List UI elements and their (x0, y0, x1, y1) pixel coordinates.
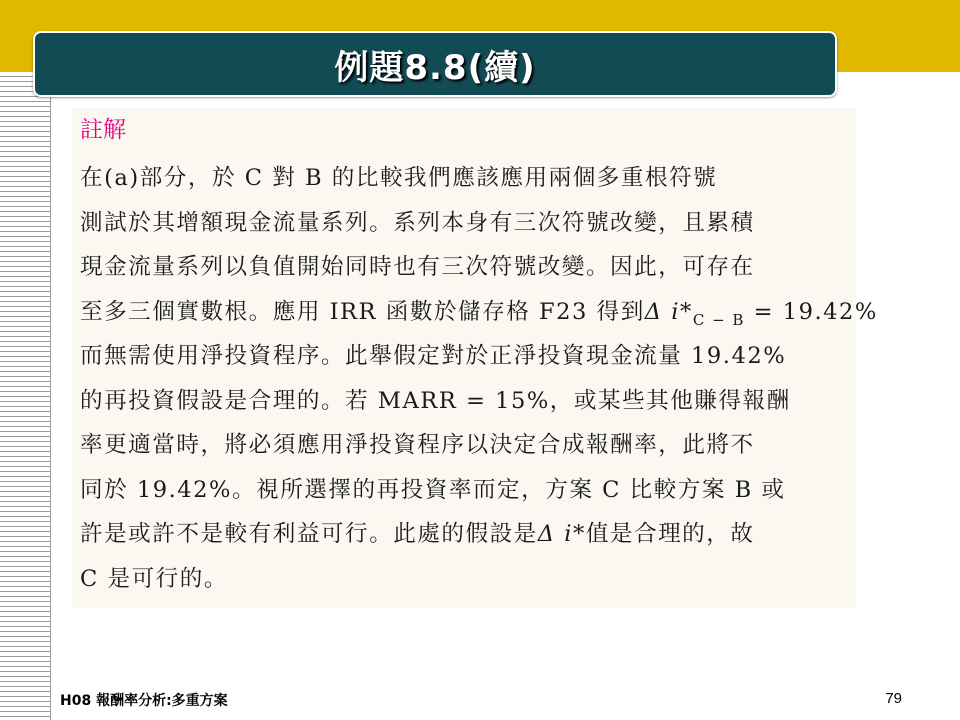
note-line-4 (80, 290, 878, 335)
irr-symbol: Δ i* (644, 298, 693, 325)
note-line-8: 同於 19.42%。視所選擇的再投資率而定，方案 C 比較方案 B 或 (80, 476, 786, 503)
note-line-3: 現金流量系列以負值開始同時也有三次符號改變。因此，可存在 (80, 254, 755, 280)
assumption-symbol: Δ i* (537, 521, 586, 547)
note-line-4-text: 至多三個實數根。應用 IRR 函數於儲存格 F23 得到 (80, 298, 645, 325)
footer-title: H08 報酬率分析:多重方案 (60, 693, 228, 709)
note-paragraph (80, 156, 878, 601)
note-scan-box (72, 108, 878, 608)
irr-value: = 19.42% (753, 298, 878, 325)
note-line-9-text: 許是或許不是較有利益可行。此處的假設是 (80, 521, 538, 547)
slide-title: 例題8.8(續) (334, 47, 536, 88)
irr-subscript: C − B (692, 310, 745, 329)
note-line-10: C 是可行的。 (80, 565, 228, 592)
note-line-7: 率更適當時，將必須應用淨投資程序以決定合成報酬率，此將不 (80, 432, 755, 458)
note-heading: 註解 (80, 117, 126, 143)
title-banner (33, 31, 837, 97)
note-line-6: 的再投資假設是合理的。若 MARR = 15%，或某些其他賺得報酬 (80, 387, 791, 414)
page-number: 79 (885, 690, 902, 707)
note-line-9 (80, 512, 850, 557)
note-line-1: 在(a)部分，於 C 對 B 的比較我們應該應用兩個多重根符號 (80, 165, 718, 191)
assumption-tail: 值是合理的，故 (585, 521, 755, 547)
note-line-2: 測試於其增額現金流量系列。系列本身有三次符號改變，且累積 (80, 209, 755, 236)
left-striped-bar (0, 72, 50, 720)
note-line-5: 而無需使用淨投資程序。此舉假定對於正淨投資現金流量 19.42% (80, 343, 787, 369)
left-bar-edge (50, 72, 51, 720)
